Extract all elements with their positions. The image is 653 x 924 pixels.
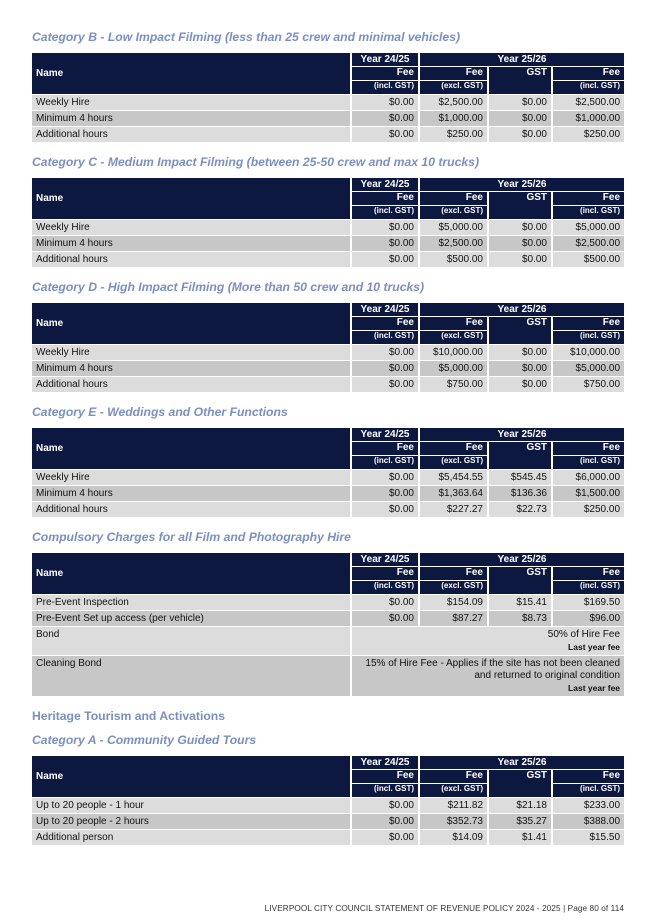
column-header-year-curr: Year 25/26 [420, 756, 624, 770]
table-row-bond [32, 627, 624, 656]
row-gst: $0.00 [489, 252, 553, 268]
row-gst: $545.45 [489, 470, 553, 486]
table-row [32, 377, 624, 393]
bond-note-last-year: Last year fee [568, 642, 621, 652]
column-header-fee-prev: Fee [352, 770, 420, 784]
column-header-fee-excl: Fee [420, 67, 489, 81]
column-subheader-incl-gst: (incl. GST) [553, 206, 624, 220]
column-subheader-incl-gst: (incl. GST) [553, 784, 624, 798]
row-name: Minimum 4 hours [32, 111, 352, 127]
column-header-year-prev: Year 24/25 [352, 756, 420, 770]
row-fee-excl: $250.00 [420, 127, 489, 143]
row-fee-excl: $14.09 [420, 830, 489, 846]
table-row [32, 830, 624, 846]
column-header-name: Name [32, 303, 352, 345]
column-header-fee-prev: Fee [352, 192, 420, 206]
row-name: Weekly Hire [32, 95, 352, 111]
row-name: Up to 20 people - 1 hour [32, 798, 352, 814]
column-subheader-incl-gst-prev: (incl. GST) [352, 456, 420, 470]
row-gst: $1.41 [489, 830, 553, 846]
row-fee-prev: $0.00 [352, 798, 420, 814]
row-name: Minimum 4 hours [32, 236, 352, 252]
row-gst: $8.73 [489, 611, 553, 627]
column-subheader-excl-gst: (excl. GST) [420, 206, 489, 220]
row-gst: $0.00 [489, 361, 553, 377]
column-header-fee-incl: Fee [553, 567, 624, 581]
row-fee-prev: $0.00 [352, 502, 420, 518]
section-title-compulsory-charges: Compulsory Charges for all Film and Photography Hire [32, 530, 351, 544]
section-title-community-guided-tours: Category A - Community Guided Tours [32, 733, 257, 747]
table-row [32, 470, 624, 486]
row-fee-incl: $1,500.00 [553, 486, 624, 502]
column-subheader-incl-gst-prev: (incl. GST) [352, 331, 420, 345]
row-fee-incl: $10,000.00 [553, 345, 624, 361]
row-fee-prev: $0.00 [352, 111, 420, 127]
column-header-year-prev: Year 24/25 [352, 178, 420, 192]
column-header-gst: GST [489, 317, 553, 345]
row-fee-incl: $1,000.00 [553, 111, 624, 127]
document-page [32, 30, 624, 858]
cleaning-bond-note-line1: 15% of Hire Fee - Applies if the site has not been cleaned [365, 658, 621, 669]
row-name: Minimum 4 hours [32, 361, 352, 377]
row-fee-incl: $2,500.00 [553, 236, 624, 252]
table-row [32, 127, 624, 143]
row-fee-excl: $5,000.00 [420, 220, 489, 236]
row-name: Additional hours [32, 377, 352, 393]
row-name: Pre-Event Set up access (per vehicle) [32, 611, 352, 627]
page-footer: LIVERPOOL CITY COUNCIL STATEMENT OF REVENUE POLICY 2024 - 2025 | Page 80 of 114 [264, 904, 624, 913]
table-row [32, 361, 624, 377]
column-header-name: Name [32, 756, 352, 798]
row-fee-excl: $87.27 [420, 611, 489, 627]
table-row [32, 236, 624, 252]
row-fee-excl: $211.82 [420, 798, 489, 814]
column-header-name: Name [32, 178, 352, 220]
bond-note [352, 627, 624, 656]
fee-table-compulsory-charges [32, 553, 624, 697]
row-fee-excl: $154.09 [420, 595, 489, 611]
row-fee-incl: $2,500.00 [553, 95, 624, 111]
table-row [32, 252, 624, 268]
table-row [32, 486, 624, 502]
column-subheader-excl-gst: (excl. GST) [420, 581, 489, 595]
row-name: Minimum 4 hours [32, 486, 352, 502]
column-header-fee-incl: Fee [553, 192, 624, 206]
row-name: Weekly Hire [32, 470, 352, 486]
row-gst: $0.00 [489, 377, 553, 393]
table-row [32, 111, 624, 127]
column-header-name: Name [32, 553, 352, 595]
row-fee-excl: $2,500.00 [420, 95, 489, 111]
row-gst: $22.73 [489, 502, 553, 518]
column-header-year-prev: Year 24/25 [352, 303, 420, 317]
row-fee-prev: $0.00 [352, 486, 420, 502]
row-fee-excl: $352.73 [420, 814, 489, 830]
column-subheader-incl-gst: (incl. GST) [553, 456, 624, 470]
row-gst: $0.00 [489, 236, 553, 252]
column-header-gst: GST [489, 442, 553, 470]
row-fee-prev: $0.00 [352, 345, 420, 361]
row-fee-prev: $0.00 [352, 252, 420, 268]
column-header-year-prev: Year 24/25 [352, 53, 420, 67]
column-header-year-curr: Year 25/26 [420, 178, 624, 192]
column-header-fee-excl: Fee [420, 442, 489, 456]
row-gst: $0.00 [489, 127, 553, 143]
table-row [32, 798, 624, 814]
column-subheader-incl-gst: (incl. GST) [553, 581, 624, 595]
column-header-fee-incl: Fee [553, 317, 624, 331]
fee-table-category-c [32, 178, 624, 268]
column-header-gst: GST [489, 67, 553, 95]
row-fee-incl: $250.00 [553, 127, 624, 143]
section-title-category-c: Category C - Medium Impact Filming (between 25-50 crew and max 10 trucks) [32, 155, 479, 169]
row-fee-excl: $2,500.00 [420, 236, 489, 252]
row-name: Additional person [32, 830, 352, 846]
row-gst: $15.41 [489, 595, 553, 611]
bond-note-line1: 50% of Hire Fee [547, 629, 621, 640]
fee-table-category-d [32, 303, 624, 393]
row-name: Weekly Hire [32, 220, 352, 236]
column-header-fee-incl: Fee [553, 67, 624, 81]
row-fee-excl: $750.00 [420, 377, 489, 393]
heading-heritage-tourism: Heritage Tourism and Activations [32, 709, 226, 723]
column-header-year-curr: Year 25/26 [420, 53, 624, 67]
row-fee-excl: $227.27 [420, 502, 489, 518]
column-header-name: Name [32, 428, 352, 470]
column-subheader-incl-gst-prev: (incl. GST) [352, 581, 420, 595]
column-header-year-curr: Year 25/26 [420, 428, 624, 442]
table-row [32, 220, 624, 236]
row-fee-prev: $0.00 [352, 611, 420, 627]
column-header-year-prev: Year 24/25 [352, 428, 420, 442]
row-fee-prev: $0.00 [352, 595, 420, 611]
column-header-name: Name [32, 53, 352, 95]
column-header-fee-excl: Fee [420, 567, 489, 581]
row-name: Additional hours [32, 127, 352, 143]
column-header-gst: GST [489, 770, 553, 798]
row-name: Pre-Event Inspection [32, 595, 352, 611]
column-header-gst: GST [489, 192, 553, 220]
row-fee-incl: $233.00 [553, 798, 624, 814]
row-gst: $35.27 [489, 814, 553, 830]
row-fee-incl: $500.00 [553, 252, 624, 268]
column-header-fee-excl: Fee [420, 770, 489, 784]
fee-table-category-e [32, 428, 624, 518]
table-row-cleaning-bond [32, 656, 624, 697]
column-subheader-excl-gst: (excl. GST) [420, 784, 489, 798]
row-fee-excl: $10,000.00 [420, 345, 489, 361]
column-header-gst: GST [489, 567, 553, 595]
row-name-cleaning-bond: Cleaning Bond [32, 656, 352, 697]
column-header-year-curr: Year 25/26 [420, 303, 624, 317]
table-row [32, 345, 624, 361]
row-fee-incl: $388.00 [553, 814, 624, 830]
fee-table-category-b [32, 53, 624, 143]
column-header-fee-prev: Fee [352, 317, 420, 331]
row-gst: $0.00 [489, 220, 553, 236]
row-fee-prev: $0.00 [352, 470, 420, 486]
row-fee-prev: $0.00 [352, 127, 420, 143]
row-fee-incl: $6,000.00 [553, 470, 624, 486]
table-row [32, 611, 624, 627]
column-header-fee-incl: Fee [553, 442, 624, 456]
row-name: Weekly Hire [32, 345, 352, 361]
column-header-fee-incl: Fee [553, 770, 624, 784]
column-subheader-incl-gst-prev: (incl. GST) [352, 81, 420, 95]
table-row [32, 595, 624, 611]
column-header-fee-excl: Fee [420, 192, 489, 206]
row-fee-incl: $169.50 [553, 595, 624, 611]
row-fee-prev: $0.00 [352, 95, 420, 111]
row-fee-incl: $250.00 [553, 502, 624, 518]
column-subheader-incl-gst: (incl. GST) [553, 331, 624, 345]
row-fee-prev: $0.00 [352, 830, 420, 846]
row-gst: $0.00 [489, 111, 553, 127]
row-fee-excl: $5,454.55 [420, 470, 489, 486]
cleaning-bond-note-last-year: Last year fee [568, 683, 621, 693]
column-header-fee-prev: Fee [352, 67, 420, 81]
row-fee-prev: $0.00 [352, 361, 420, 377]
row-fee-excl: $1,363.64 [420, 486, 489, 502]
row-name: Up to 20 people - 2 hours [32, 814, 352, 830]
section-title-category-d: Category D - High Impact Filming (More than 50 crew and 10 trucks) [32, 280, 425, 294]
row-fee-incl: $15.50 [553, 830, 624, 846]
row-fee-incl: $750.00 [553, 377, 624, 393]
cleaning-bond-note-line2: and returned to original condition [474, 670, 621, 681]
row-fee-prev: $0.00 [352, 377, 420, 393]
column-header-fee-prev: Fee [352, 442, 420, 456]
row-fee-prev: $0.00 [352, 236, 420, 252]
column-header-fee-excl: Fee [420, 317, 489, 331]
row-fee-prev: $0.00 [352, 220, 420, 236]
column-header-year-curr: Year 25/26 [420, 553, 624, 567]
section-title-category-e: Category E - Weddings and Other Functions [32, 405, 288, 419]
column-header-fee-prev: Fee [352, 567, 420, 581]
section-title-category-b: Category B - Low Impact Filming (less than 25 crew and minimal vehicles) [32, 30, 461, 44]
row-gst: $0.00 [489, 95, 553, 111]
row-fee-incl: $5,000.00 [553, 220, 624, 236]
table-row [32, 814, 624, 830]
row-fee-incl: $5,000.00 [553, 361, 624, 377]
row-fee-excl: $1,000.00 [420, 111, 489, 127]
column-subheader-incl-gst-prev: (incl. GST) [352, 784, 420, 798]
row-name-bond: Bond [32, 627, 352, 656]
row-gst: $0.00 [489, 345, 553, 361]
row-fee-incl: $96.00 [553, 611, 624, 627]
row-gst: $136.36 [489, 486, 553, 502]
column-header-year-prev: Year 24/25 [352, 553, 420, 567]
table-row [32, 95, 624, 111]
cleaning-bond-note [352, 656, 624, 697]
column-subheader-excl-gst: (excl. GST) [420, 456, 489, 470]
column-subheader-incl-gst-prev: (incl. GST) [352, 206, 420, 220]
row-fee-excl: $500.00 [420, 252, 489, 268]
column-subheader-incl-gst: (incl. GST) [553, 81, 624, 95]
row-fee-excl: $5,000.00 [420, 361, 489, 377]
table-row [32, 502, 624, 518]
row-name: Additional hours [32, 502, 352, 518]
column-subheader-excl-gst: (excl. GST) [420, 331, 489, 345]
row-fee-prev: $0.00 [352, 814, 420, 830]
row-name: Additional hours [32, 252, 352, 268]
column-subheader-excl-gst: (excl. GST) [420, 81, 489, 95]
fee-table-community-guided-tours [32, 756, 624, 846]
row-gst: $21.18 [489, 798, 553, 814]
